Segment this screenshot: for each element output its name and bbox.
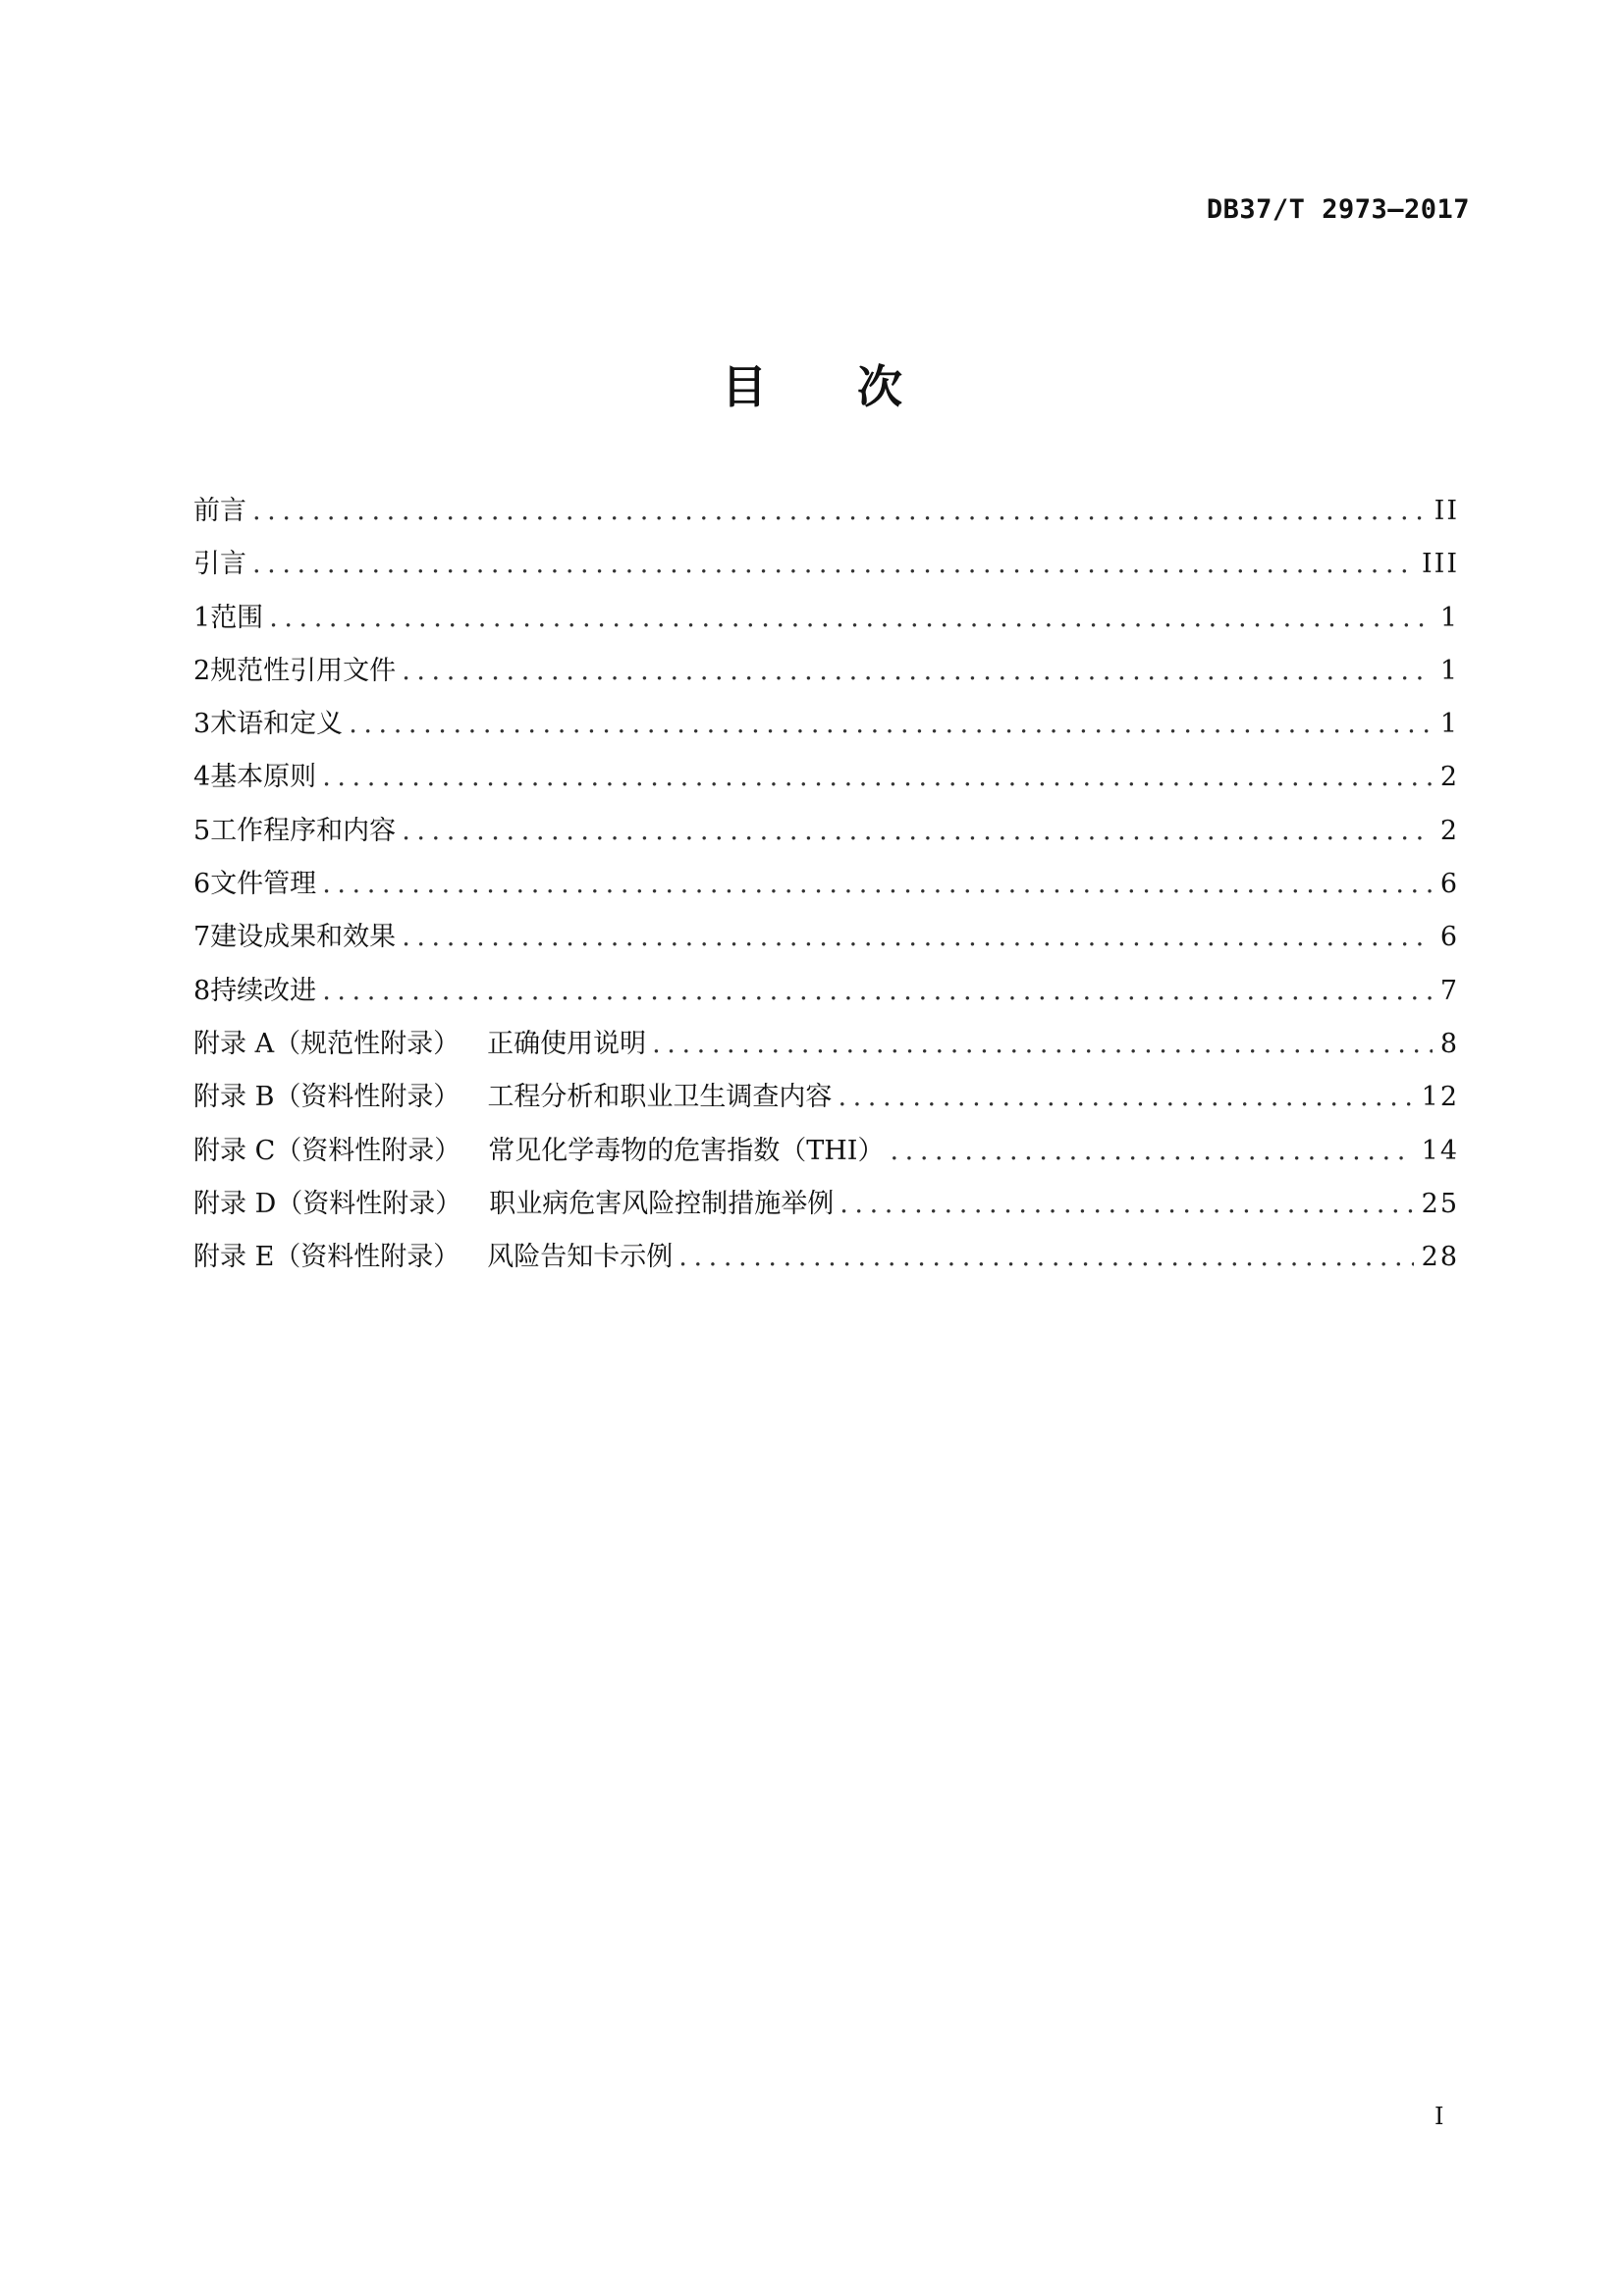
- page-title-char-2: 次: [857, 360, 902, 413]
- toc-page: 14: [1421, 1135, 1459, 1166]
- toc-entry-annex-d[interactable]: [193, 1178, 1459, 1231]
- toc-entry-1[interactable]: [193, 592, 1459, 645]
- toc-title: 正确使用说明: [487, 1028, 647, 1059]
- toc-title: 建设成果和效果: [210, 922, 397, 953]
- toc-leader: [838, 1071, 1413, 1124]
- toc-title: 文件管理: [210, 869, 317, 900]
- toc-entry-annex-b[interactable]: [193, 1071, 1459, 1124]
- toc-title: 持续改进: [210, 975, 317, 1006]
- toc-page: 1: [1439, 602, 1459, 633]
- page-number: I: [1435, 2103, 1444, 2130]
- toc-leader: [839, 1178, 1413, 1231]
- toc-page: 12: [1421, 1082, 1459, 1113]
- toc-leader: [402, 645, 1433, 698]
- toc-entry-7[interactable]: [193, 911, 1459, 964]
- toc-entry-annex-a[interactable]: [193, 1018, 1459, 1071]
- toc-annex-label: 附录 D（资料性附录）: [193, 1188, 462, 1219]
- toc-entry-introduction[interactable]: [193, 538, 1459, 591]
- toc-entry-8[interactable]: [193, 965, 1459, 1018]
- toc-page: 28: [1421, 1242, 1459, 1273]
- toc-page: 8: [1439, 1028, 1459, 1059]
- toc-leader: [678, 1231, 1413, 1284]
- toc-number: 6: [193, 869, 211, 900]
- toc-entry-2[interactable]: [193, 645, 1459, 698]
- toc-title: 范围: [210, 602, 264, 633]
- toc-number: 5: [193, 815, 211, 846]
- toc-number: 4: [193, 762, 211, 793]
- table-of-contents: [193, 485, 1459, 1284]
- toc-entry-foreword[interactable]: [193, 485, 1459, 538]
- toc-entry-3[interactable]: [193, 698, 1459, 751]
- toc-page: 25: [1421, 1188, 1459, 1219]
- toc-leader: [402, 911, 1433, 964]
- toc-title: 基本原则: [210, 762, 317, 793]
- toc-leader: [322, 858, 1433, 911]
- toc-page: 7: [1439, 975, 1459, 1006]
- toc-page: III: [1422, 549, 1459, 580]
- toc-annex-label: 附录 C（资料性附录）: [193, 1135, 461, 1166]
- toc-title: 工作程序和内容: [210, 815, 397, 846]
- toc-entry-annex-c[interactable]: [193, 1125, 1459, 1178]
- toc-leader: [349, 698, 1433, 751]
- toc-page: 1: [1439, 709, 1459, 740]
- toc-leader: [322, 965, 1433, 1018]
- page-title: [0, 351, 1624, 416]
- toc-annex-label: 附录 E（资料性附录）: [193, 1242, 460, 1273]
- toc-entry-5[interactable]: [193, 805, 1459, 858]
- toc-page: 2: [1439, 762, 1459, 793]
- toc-page: 6: [1439, 922, 1459, 953]
- toc-annex-label: 附录 B（资料性附录）: [193, 1082, 460, 1113]
- standard-code: DB37/T 2973—2017: [1206, 194, 1470, 225]
- toc-leader: [252, 538, 1414, 591]
- page-title-char-1: 目: [722, 360, 767, 413]
- toc-leader: [652, 1018, 1433, 1071]
- toc-leader: [269, 592, 1433, 645]
- toc-entry-6[interactable]: [193, 858, 1459, 911]
- toc-title: 引言: [193, 549, 246, 580]
- toc-number: 8: [193, 975, 211, 1006]
- toc-title: 常见化学毒物的危害指数（THI）: [488, 1135, 885, 1166]
- toc-leader: [252, 485, 1427, 538]
- toc-page: 6: [1439, 869, 1459, 900]
- toc-entry-4[interactable]: [193, 751, 1459, 804]
- toc-number: 3: [193, 709, 211, 740]
- toc-leader: [402, 805, 1433, 858]
- toc-title: 工程分析和职业卫生调查内容: [487, 1082, 833, 1113]
- toc-leader: [890, 1125, 1413, 1178]
- toc-title: 前言: [193, 496, 246, 526]
- toc-title: 规范性引用文件: [210, 655, 397, 686]
- toc-page: 1: [1439, 655, 1459, 686]
- toc-leader: [322, 751, 1433, 804]
- toc-page: II: [1434, 496, 1459, 526]
- toc-title: 职业病危害风险控制措施举例: [489, 1188, 835, 1219]
- toc-page: 2: [1439, 815, 1459, 846]
- toc-entry-annex-e[interactable]: [193, 1231, 1459, 1284]
- toc-number: 2: [193, 655, 211, 686]
- toc-title: 风险告知卡示例: [487, 1242, 674, 1273]
- toc-number: 1: [193, 602, 211, 633]
- toc-annex-label: 附录 A（规范性附录）: [193, 1028, 460, 1059]
- toc-number: 7: [193, 922, 211, 953]
- toc-title: 术语和定义: [210, 709, 344, 740]
